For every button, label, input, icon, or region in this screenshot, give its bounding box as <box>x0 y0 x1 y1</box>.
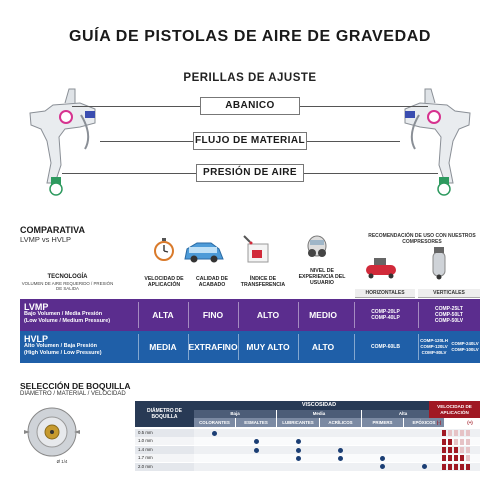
stopwatch-icon <box>152 236 176 262</box>
speed-bar <box>454 464 458 470</box>
lvmp-nivel: MEDIO <box>309 310 337 320</box>
technology-label: TECNOLOGÍA <box>47 274 88 280</box>
viscosity-dot <box>254 439 259 444</box>
mat-colorantes: COLORANTES <box>194 418 235 427</box>
knobs-title: PERILLAS DE AJUSTE <box>183 72 317 84</box>
speed-bar <box>454 447 458 453</box>
nozzle-diameter-label: Ø 1/4 <box>56 459 68 464</box>
speed-bar <box>460 464 464 470</box>
speed-bar <box>466 430 470 436</box>
viscosity-dot <box>338 456 343 461</box>
row-lvmp-name: LVMP <box>24 302 49 312</box>
lvmp-v-0: COMP-25LT <box>435 306 463 312</box>
knob-label-presion: PRESIÓN DE AIRE <box>196 164 304 182</box>
spray-panel-icon <box>242 234 270 264</box>
size-cell: 1.0 mm <box>135 437 194 445</box>
row-lvmp-desc1: Bajo Volumen / Media Presión <box>24 311 103 317</box>
lvmp-horizontal <box>354 299 417 331</box>
col-nivel: NIVEL DE EXPERIENCIA DEL USUARIO <box>298 268 346 286</box>
viscosity-dot <box>422 464 427 469</box>
hvlp-vertical-2 <box>450 331 480 363</box>
mat-primers: PRIMERS <box>362 418 403 427</box>
comparison-subtitle: LVMP vs HVLP <box>20 235 71 244</box>
speed-bar <box>448 439 452 445</box>
speed-bar <box>442 464 446 470</box>
row-lvmp-desc2: (Low Volume / Medium Pressure) <box>24 317 111 324</box>
viscosity-dot <box>380 456 385 461</box>
row-lvmp-desc <box>24 311 110 324</box>
hvlp-calidad: EXTRAFINO <box>188 342 238 352</box>
lvmp-h-0: COMP-20LP <box>371 309 400 315</box>
lvmp-h-1: COMP-40LP <box>371 315 400 321</box>
nozzle-table <box>135 401 480 471</box>
knob-label-abanico: ABANICO <box>200 97 300 115</box>
nozzle-title: SELECCIÓN DE BOQUILLA <box>20 381 131 391</box>
col-calidad: CALIDAD DE ACABADO <box>196 276 228 288</box>
hvlp-nivel: ALTO <box>311 342 335 352</box>
size-cell: 0.5 mm <box>135 429 194 437</box>
mat-esmaltes: ESMALTES <box>236 418 276 427</box>
lvmp-v-1: COMP-50LT <box>435 312 463 318</box>
row-lvmp <box>20 299 480 331</box>
viscosity-dot <box>212 431 217 436</box>
speed-bar <box>460 447 464 453</box>
hvlp-vertical <box>418 331 450 363</box>
hvlp-indice: MUY ALTO <box>246 342 290 352</box>
hvlp-velocidad: MEDIA <box>149 342 177 352</box>
nozzle-row <box>194 429 480 437</box>
col-velocidad: VELOCIDAD DE APLICACIÓN <box>144 276 184 288</box>
speed-bar <box>460 455 464 461</box>
size-cell: 2.0 mm <box>135 463 194 471</box>
col-indice: ÍNDICE DE TRANSFERENCIA <box>240 276 286 288</box>
right-spray-gun-icon <box>380 85 475 200</box>
speed-bar <box>448 430 452 436</box>
spray-guns-section <box>0 85 500 200</box>
vertical-header: VERTICALES <box>418 289 480 298</box>
speed-bar <box>448 447 452 453</box>
mat-epoxicos: EPÓXICOS <box>404 418 444 427</box>
technology-sublabel: VOLUMEN DE AIRE REQUERIDO / PRESIÓN DE SALIDA <box>21 281 114 291</box>
speed-bar <box>448 455 452 461</box>
hvlp-h-0: COMP-60LB <box>371 344 400 350</box>
speed-bar <box>454 439 458 445</box>
lvmp-v-2: COMP-50LV <box>434 318 464 324</box>
row-hvlp-desc <box>24 343 102 356</box>
speed-bar <box>454 430 458 436</box>
horizontal-compressor-icon <box>364 255 398 279</box>
row-hvlp-desc1: Alto Volumen / Baja Presión <box>24 343 97 349</box>
diameter-header: DIÁMETRO DE BOQUILLA <box>135 401 194 427</box>
recommendation-label: RECOMENDACIÓN DE USO CON NUESTROS COMPRESORES <box>368 233 476 245</box>
speed-bar <box>466 447 470 453</box>
speed-bar <box>442 430 446 436</box>
speed-bar <box>466 439 470 445</box>
lvmp-calidad: FINO <box>202 310 224 320</box>
row-hvlp-desc2: (High Volume / Low Pressure) <box>24 349 102 356</box>
viscosity-dot <box>380 464 385 469</box>
hvlp-v2-1: COMP-100LV <box>451 347 479 352</box>
size-cell: 1.4 mm <box>135 446 194 454</box>
level-baja: Baja <box>194 410 276 418</box>
comparison-title: COMPARATIVA <box>20 225 85 235</box>
page-title: GUÍA DE PISTOLAS DE AIRE DE GRAVEDAD <box>68 28 432 45</box>
speed-bar <box>442 439 446 445</box>
level-media: Media <box>277 410 361 418</box>
row-hvlp <box>20 331 480 363</box>
level-alta: Alta <box>362 410 444 418</box>
nozzle-icon <box>22 404 82 466</box>
hvlp-v-1: COMP-120LV <box>420 344 448 349</box>
nozzle-row <box>194 437 480 445</box>
mat-acrilicos: ACRÍLICOS <box>320 418 361 427</box>
hvlp-v-0: COMP-120LH <box>420 338 448 343</box>
left-spray-gun-icon <box>25 85 120 200</box>
viscosity-header: VISCOSIDAD <box>194 401 444 410</box>
speed-bar <box>460 439 464 445</box>
lvmp-velocidad: ALTA <box>152 310 174 320</box>
hvlp-v2-0: COMP-240LV <box>451 341 479 346</box>
mat-lubricantes: LUBRICANTES <box>277 418 319 427</box>
viscosity-dot <box>296 456 301 461</box>
lvmp-indice: ALTO <box>256 310 280 320</box>
speed-bar <box>442 455 446 461</box>
row-hvlp-name: HVLP <box>24 334 49 344</box>
speed-header: VELOCIDAD DE APLICACIÓN <box>429 401 480 418</box>
respirator-mask-icon <box>305 234 329 262</box>
speed-plus: (+) <box>467 420 473 425</box>
viscosity-dot <box>338 448 343 453</box>
nozzle-subtitle: DIÁMETRO / MATERIAL / VELOCIDAD <box>20 391 126 397</box>
speed-bar <box>466 464 470 470</box>
hvlp-v-2: COMP-80LV <box>421 350 447 355</box>
car-icon <box>183 237 225 264</box>
horizontal-header: HORIZONTALES <box>355 289 415 298</box>
nozzle-row <box>194 463 480 471</box>
lvmp-vertical <box>418 299 480 331</box>
speed-bar <box>442 447 446 453</box>
speed-bar <box>466 455 470 461</box>
size-cell: 1.7 mm <box>135 454 194 462</box>
hvlp-horizontal <box>354 331 417 363</box>
speed-minus: (-) <box>436 420 442 425</box>
speed-bar <box>448 464 452 470</box>
viscosity-dot <box>296 448 301 453</box>
speed-bar <box>454 455 458 461</box>
viscosity-dot <box>296 439 301 444</box>
viscosity-dot <box>254 448 259 453</box>
knob-label-flujo: FLUJO DE MATERIAL <box>193 132 307 150</box>
speed-bar <box>460 430 464 436</box>
vertical-compressor-icon <box>430 246 448 280</box>
